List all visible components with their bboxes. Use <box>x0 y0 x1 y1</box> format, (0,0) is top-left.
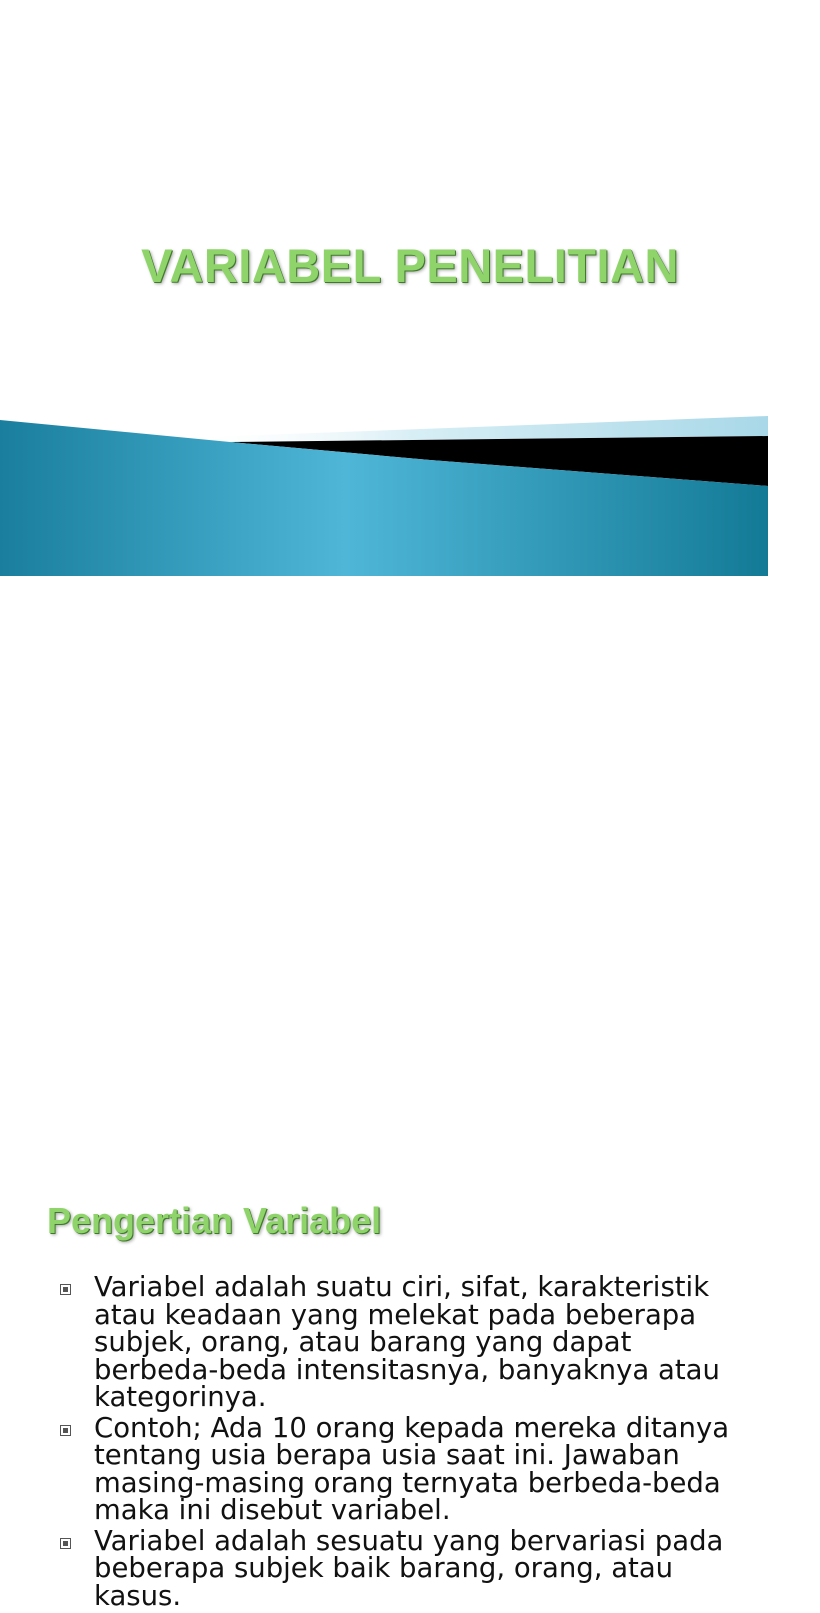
decorative-wave-band <box>0 400 768 576</box>
bullet-text: Contoh; Ada 10 orang kepada mereka ditanya tentang usia berapa usia saat ini. Jawaban masing-masing orang ternyata berbeda-beda maka ini disebut variabel. <box>94 1411 730 1526</box>
slide-title: VARIABEL PENELITIAN <box>141 239 679 292</box>
list-item <box>58 1271 748 1413</box>
list-item <box>58 1411 748 1526</box>
list-item <box>58 1524 748 1612</box>
square-bullet-icon <box>60 1425 71 1436</box>
square-bullet-icon <box>60 1284 71 1295</box>
bullet-list <box>58 1271 748 1613</box>
bullet-text: Variabel adalah suatu ciri, sifat, karakteristik atau keadaan yang melekat pada beberapa subjek, orang, atau barang yang dapat berbeda-beda intensitasnya, banyaknya atau kategorinya. <box>94 1271 720 1413</box>
definition-slide <box>0 576 768 1612</box>
title-slide <box>0 0 768 576</box>
slide-heading: Pengertian Variabel <box>47 1200 382 1241</box>
bullet-text: Variabel adalah sesuatu yang bervariasi pada beberapa subjek baik barang, orang, atau kasus. <box>94 1524 724 1612</box>
square-bullet-icon <box>60 1538 71 1549</box>
